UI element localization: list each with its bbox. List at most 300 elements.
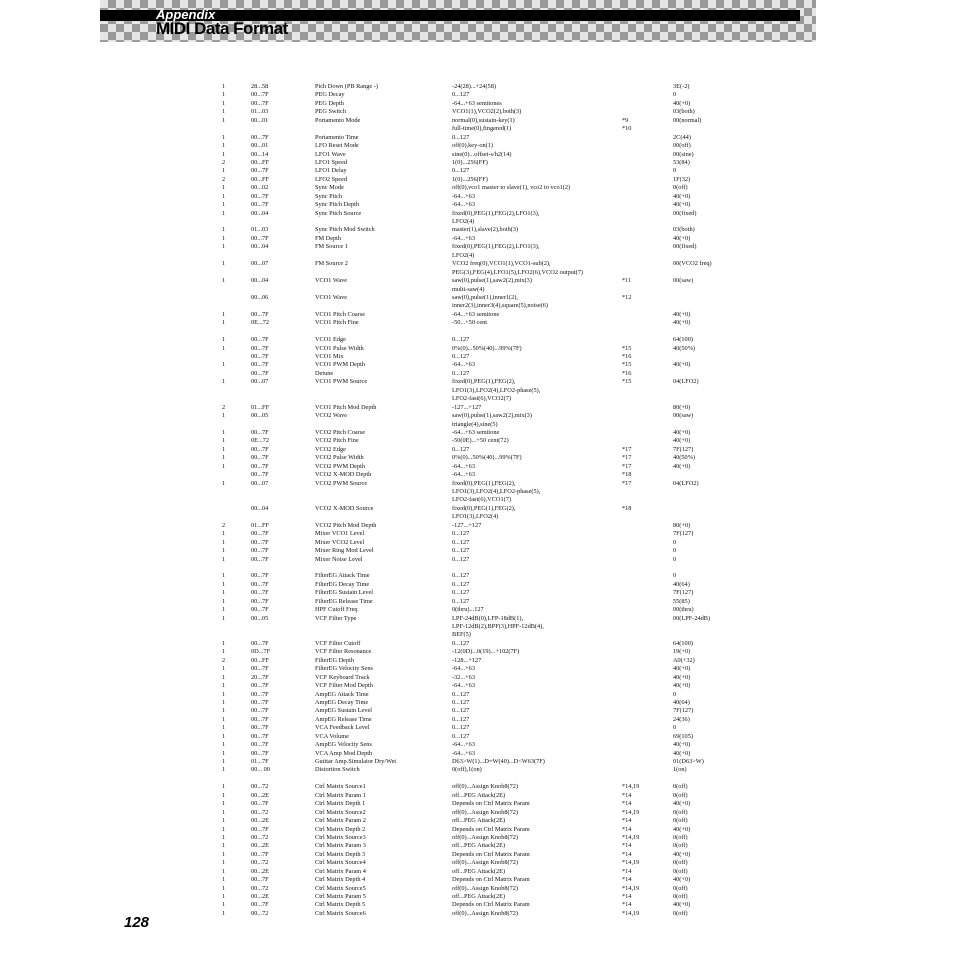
parameter-cell: LFO1 Speed [315,158,348,166]
parameter-cell: FilterEG Sustain Level [315,589,374,597]
default-cell: 00(sine) [673,150,694,158]
table-row [222,184,742,192]
size-cell: 1 [222,547,226,555]
value-description-cell: normal(0),sustain-key(1) [452,116,515,124]
parameter-table [222,83,742,918]
parameter-cell: VCF Filter Mod Depth [315,682,373,690]
range-cell: 00...7F [251,707,269,715]
value-description-cell: 0...127 [452,707,470,715]
value-description-cell: 0...127 [452,167,470,175]
range-cell: 00...7F [251,471,269,479]
table-row [222,851,742,859]
default-cell: 7F(127) [673,589,694,597]
size-cell: 1 [222,817,226,825]
default-cell: 03(both) [673,108,695,116]
table-row [222,868,742,876]
size-cell: 1 [222,454,226,462]
parameter-cell: FilterEG Depth [315,656,354,664]
value-description-cell: 0...127 [452,715,470,723]
parameter-cell: PEG Decay [315,91,345,99]
note-cell: *17 [622,479,632,487]
value-description-cell: 0...127 [452,445,470,453]
table-row [222,783,742,791]
default-cell: 0(off) [673,884,688,892]
default-cell: 0(off) [673,833,688,841]
range-cell: 00...7F [251,310,269,318]
default-cell: 40(+0) [673,673,691,681]
value-description-cell: LFO1(3),LFO2(4) [452,513,499,521]
table-row [222,648,742,656]
default-cell: 0 [673,572,677,580]
range-cell: 00...7F [251,606,269,614]
range-cell: 00...7F [251,732,269,740]
table-row [222,412,742,420]
size-cell: 1 [222,108,226,116]
value-description-cell: 0...127 [452,580,470,588]
parameter-cell: Ctrl Matrix Depth 3 [315,850,366,858]
size-cell: 1 [222,445,226,453]
range-cell: 00...04 [251,504,269,512]
default-cell: 24(36) [673,715,690,723]
size-cell: 1 [222,226,226,234]
value-description-cell: LFO2-fast(6),VCO2(7) [452,395,511,403]
size-cell: 1 [222,758,226,765]
size-cell: 2 [222,175,226,183]
table-row [222,125,742,133]
parameter-cell: Ctrl Matrix Param 3 [315,842,366,850]
value-description-cell: off(0),vco1 master to slave(1), vco2 to vco1(2) [452,184,571,192]
table-row [222,741,742,749]
table-row [222,564,742,572]
table-row [222,218,742,226]
table-row [222,277,742,285]
range-cell: 00...7F [251,825,269,833]
size-cell: 1 [222,589,226,597]
size-cell: 1 [222,99,226,107]
parameter-cell: FilterEG Velocity Sens [315,665,373,673]
parameter-cell: Distortion Switch [315,766,360,774]
table-row [222,142,742,150]
size-cell: 1 [222,361,226,369]
note-cell: *17 [622,462,632,470]
range-cell: 00...7F [251,639,269,647]
table-row [222,901,742,909]
table-row [222,699,742,707]
default-cell: 40(64) [673,698,690,706]
value-description-cell: inner2(3),inner3(4),square(5),noise(6) [452,302,548,310]
size-cell: 1 [222,116,226,124]
value-description-cell: off...PEG Attack(2E) [452,893,506,900]
parameter-cell: FM Source 1 [315,243,348,251]
table-row [222,859,742,867]
note-cell: *14 [622,825,632,833]
table-row [222,556,742,564]
value-description-cell: fixed(0),PEG(1),FEG(2),LFO1(3), [452,243,540,251]
range-cell: 00...07 [251,378,269,386]
size-cell: 1 [222,639,226,647]
range-cell: 0D...7F [251,648,271,656]
value-description-cell: -50...+50 cent [452,319,488,327]
size-cell: 1 [222,555,226,563]
size-cell: 1 [222,665,226,673]
default-cell: 40(50%) [673,344,696,352]
value-description-cell: 0...127 [452,530,470,538]
value-description-cell: off(0)...Assign Knob8(72) [452,833,518,841]
table-row [222,657,742,665]
value-description-cell: Depends on Ctrl Matrix Param [452,850,530,858]
value-description-cell: 0...127 [452,547,470,555]
note-cell: *14 [622,893,632,900]
range-cell: 00...7F [251,344,269,352]
value-description-cell: 0...127 [452,555,470,563]
value-description-cell: master(1),slave(2),both(3) [452,226,519,234]
value-description-cell: Depends on Ctrl Matrix Param [452,901,530,909]
table-row [222,716,742,724]
range-cell: 00...7F [251,353,269,360]
size-cell: 1 [222,319,226,327]
size-cell: 1 [222,893,226,900]
default-cell: 0 [673,690,677,698]
parameter-cell: Sync Pitch Mod Switch [315,226,375,234]
parameter-cell: LFO1 Wave [315,150,346,158]
value-description-cell: 0...127 [452,91,470,99]
size-cell: 1 [222,850,226,858]
value-description-cell: -127...+127 [452,521,482,529]
parameter-cell: Ctrl Matrix Depth 2 [315,825,366,833]
default-cell: 0(off) [673,184,688,192]
parameter-cell: VCO1 Wave [315,277,348,285]
size-cell: 1 [222,808,226,816]
table-row [222,395,742,403]
note-cell: *14,19 [622,884,640,892]
default-cell: 1F(32) [673,175,691,183]
default-cell: 00(normal) [673,116,702,124]
parameter-cell: VCA Volume [315,732,349,740]
size-cell: 1 [222,783,226,791]
value-description-cell: -32...+63 [452,673,475,681]
parameter-cell: VCF Filter Resonance [315,648,372,656]
value-description-cell: LFO2-fast(6),VCO1(7) [452,496,511,504]
default-cell: 40(+0) [673,800,691,808]
parameter-cell: Ctrl Matrix Param 1 [315,791,366,799]
range-cell: 00...7F [251,850,269,858]
parameter-cell: FilterEG Attack Time [315,572,370,580]
range-cell: 01...03 [251,226,269,234]
table-row [222,674,742,682]
value-description-cell: BEF(5) [452,631,471,639]
size-cell: 1 [222,572,226,580]
default-cell: 40(+0) [673,850,691,858]
default-cell: 40(+0) [673,428,691,436]
size-cell: 1 [222,614,226,622]
range-cell: 00...7F [251,530,269,538]
value-description-cell: 0...127 [452,597,470,605]
table-row [222,876,742,884]
value-description-cell: fixed(0),PEG(1),FEG(2), [452,378,516,386]
size-cell: 1 [222,909,226,917]
size-cell: 1 [222,741,226,749]
parameter-cell: VCA Amp Mod Depth [315,749,373,757]
size-cell: 1 [222,884,226,892]
default-cell: 40(+0) [673,749,691,757]
range-cell: 00...7F [251,876,269,884]
range-cell: 00...7F [251,91,269,99]
table-row [222,640,742,648]
parameter-cell: AmpEG Sustain Level [315,707,373,715]
note-cell: *14 [622,817,632,825]
table-row [222,134,742,142]
table-row [222,269,742,277]
value-description-cell: -64...+63 [452,462,475,470]
table-row [222,210,742,218]
default-cell: 00(VCO2 freq) [673,260,712,268]
value-description-cell: 1(0)...256(FF) [452,175,488,183]
note-cell: *18 [622,504,632,512]
size-cell: 1 [222,682,226,690]
size-cell: 1 [222,707,226,715]
table-row [222,294,742,302]
note-cell: *10 [622,125,632,133]
table-row [222,547,742,555]
table-row [222,226,742,234]
default-cell: 03(both) [673,226,695,234]
parameter-cell: LFO1 Delay [315,167,347,175]
parameter-cell: Sync Pitch Source [315,209,362,217]
size-cell: 1 [222,800,226,808]
range-cell: 00...7F [251,698,269,706]
note-cell: *14 [622,867,632,875]
value-description-cell: 0...127 [452,133,470,141]
value-description-cell: saw(0),pulse(1),inner1(2), [452,293,518,301]
default-cell: 53(84) [673,158,690,166]
default-cell: 80(+0) [673,521,691,529]
table-row [222,446,742,454]
value-description-cell: off...PEG Attack(2E) [452,842,506,850]
default-cell: 40(+0) [673,310,691,318]
table-row [222,488,742,496]
table-row [222,429,742,437]
parameter-cell: VCF Keyboard Track [315,673,370,681]
value-description-cell: 0...127 [452,353,470,360]
default-cell: 2C(44) [673,133,691,141]
size-cell: 1 [222,732,226,740]
range-cell: 00...7F [251,580,269,588]
note-cell: *12 [622,293,632,301]
size-cell: 2 [222,521,226,529]
value-description-cell: off(0)...Assign Knob8(72) [452,909,518,917]
table-row [222,404,742,412]
size-cell: 1 [222,167,226,175]
range-cell: 00...14 [251,150,269,158]
note-cell: *14,19 [622,833,640,841]
table-row [222,885,742,893]
parameter-cell: FM Depth [315,234,342,242]
table-row [222,471,742,479]
table-row [222,893,742,901]
table-row [222,302,742,310]
note-cell: *18 [622,471,632,479]
default-cell: 0(off) [673,893,688,900]
parameter-cell: AmpEG Attack Time [315,690,369,698]
value-description-cell: off(0)...Assign Knob8(72) [452,783,518,791]
table-row [222,151,742,159]
size-cell: 1 [222,91,226,99]
size-cell: 1 [222,597,226,605]
table-row [222,311,742,319]
value-description-cell: fixed(0),PEG(1),FEG(2), [452,504,516,512]
default-cell: 7F(127) [673,707,694,715]
parameter-cell: VCO1 Mix [315,353,344,360]
table-row [222,480,742,488]
range-cell: 00...04 [251,243,269,251]
table-row [222,513,742,521]
range-cell: 00...01 [251,116,269,124]
table-row [222,522,742,530]
table-row [222,505,742,513]
parameter-cell: FilterEG Decay Time [315,580,370,588]
table-row [222,328,742,336]
default-cell: 40(+0) [673,361,691,369]
default-cell: 64(100) [673,639,693,647]
default-cell: 80(+0) [673,403,691,411]
size-cell: 1 [222,766,226,774]
value-description-cell: -12(0D)...0(19)...+102(7F) [452,648,520,656]
parameter-cell: VCF Filter Type [315,614,357,622]
size-cell: 2 [222,656,226,664]
value-description-cell: Depends on Ctrl Matrix Param [452,800,530,808]
default-cell: 00(saw) [673,412,694,420]
range-cell: 00...06 [251,293,269,301]
table-row [222,623,742,631]
note-cell: *14 [622,901,632,909]
range-cell: 00...01 [251,142,269,150]
default-cell: 19(+0) [673,648,691,656]
note-cell: *17 [622,454,632,462]
value-description-cell: Depends on Ctrl Matrix Param [452,825,530,833]
table-row [222,817,742,825]
value-description-cell: 0...127 [452,369,470,377]
value-description-cell: 0...127 [452,698,470,706]
value-description-cell: fixed(0),PEG(1),FEG(2),LFO1(3), [452,209,540,217]
page-title: MIDI Data Format [156,19,288,38]
default-cell: 00(fixed) [673,209,697,217]
table-row [222,437,742,445]
value-description-cell: 0...127 [452,336,470,344]
table-row [222,834,742,842]
range-cell: 00...05 [251,614,269,622]
table-row [222,319,742,327]
parameter-cell: Ctrl Matrix Source3 [315,833,366,841]
table-row [222,606,742,614]
value-description-cell: LFO1(3),LFO2(4),LFO2-phase(5), [452,386,541,394]
size-cell: 1 [222,648,226,656]
default-cell: 40(+0) [673,99,691,107]
size-cell: 1 [222,530,226,538]
range-cell: 00...FF [251,175,270,183]
default-cell: 40(50%) [673,454,696,462]
parameter-cell: HPF Cutoff Freq [315,606,358,614]
default-cell: 40(+0) [673,437,691,445]
size-cell: 1 [222,133,226,141]
table-row [222,463,742,471]
default-cell: 0(off) [673,791,688,799]
default-cell: 00(off) [673,142,691,150]
parameter-cell: Ctrl Matrix Param 4 [315,867,366,875]
range-cell: 00...07 [251,260,269,268]
range-cell: 00...04 [251,277,269,285]
value-description-cell: -64...+63 [452,665,475,673]
range-cell: 00...2E [251,791,270,799]
table-row [222,496,742,504]
parameter-cell: Mixer Ring Mod Level [315,547,374,555]
table-row [222,910,742,918]
parameter-cell: VCO1 Pitch Mod Depth [315,403,377,411]
parameter-cell: VCO1 Pulse Width [315,344,364,352]
parameter-cell: VCO2 PWM Depth [315,462,366,470]
size-cell: 2 [222,403,226,411]
range-cell: 00...7F [251,665,269,673]
size-cell: 1 [222,715,226,723]
size-cell: 1 [222,479,226,487]
table-row [222,336,742,344]
table-row [222,108,742,116]
table-row [222,758,742,766]
size-cell: 1 [222,876,226,884]
table-row [222,809,742,817]
table-row [222,193,742,201]
table-row [222,724,742,732]
range-cell: 00...7F [251,336,269,344]
table-row [222,387,742,395]
range-cell: 00...7F [251,800,269,808]
value-description-cell: saw(0),pulse(1),saw2(2),mix(3) [452,277,532,285]
default-cell: 00(saw) [673,277,694,285]
table-row [222,530,742,538]
size-cell: 1 [222,83,226,90]
value-description-cell: 0%(0)...50%(40)...99%(7F) [452,344,522,352]
range-cell: 00...7F [251,555,269,563]
table-row [222,353,742,361]
default-cell: 0(off) [673,808,688,816]
note-cell: *14 [622,876,632,884]
parameter-cell: Pich Down (PB Range -) [315,83,378,90]
range-cell: 00...7F [251,167,269,175]
default-cell: 40(+0) [673,234,691,242]
range-cell: 00...7F [251,445,269,453]
table-row [222,581,742,589]
parameter-cell: Mixer VCO2 Level [315,538,365,546]
note-cell: *11 [622,277,632,285]
page-number: 128 [124,914,150,931]
parameter-cell: Ctrl Matrix Param 5 [315,893,366,900]
table-row [222,826,742,834]
range-cell: 00...72 [251,783,269,791]
table-row [222,235,742,243]
parameter-cell: Detune [315,369,334,377]
value-description-cell: -64...+63 [452,192,475,200]
parameter-cell: Ctrl Matrix Source6 [315,909,366,917]
value-description-cell: triangle(4),sine(5) [452,420,498,428]
table-row [222,691,742,699]
parameter-cell: Sync Pitch [315,192,343,200]
value-description-cell: LPF-24dB(0),LFP-18dB(1), [452,614,524,622]
table-row [222,665,742,673]
table-row [222,598,742,606]
parameter-cell: AmpEG Release Time [315,715,372,723]
size-cell: 1 [222,437,226,445]
parameter-cell: Portamento Time [315,133,359,141]
value-description-cell: off(0),key-on(1) [452,142,493,150]
